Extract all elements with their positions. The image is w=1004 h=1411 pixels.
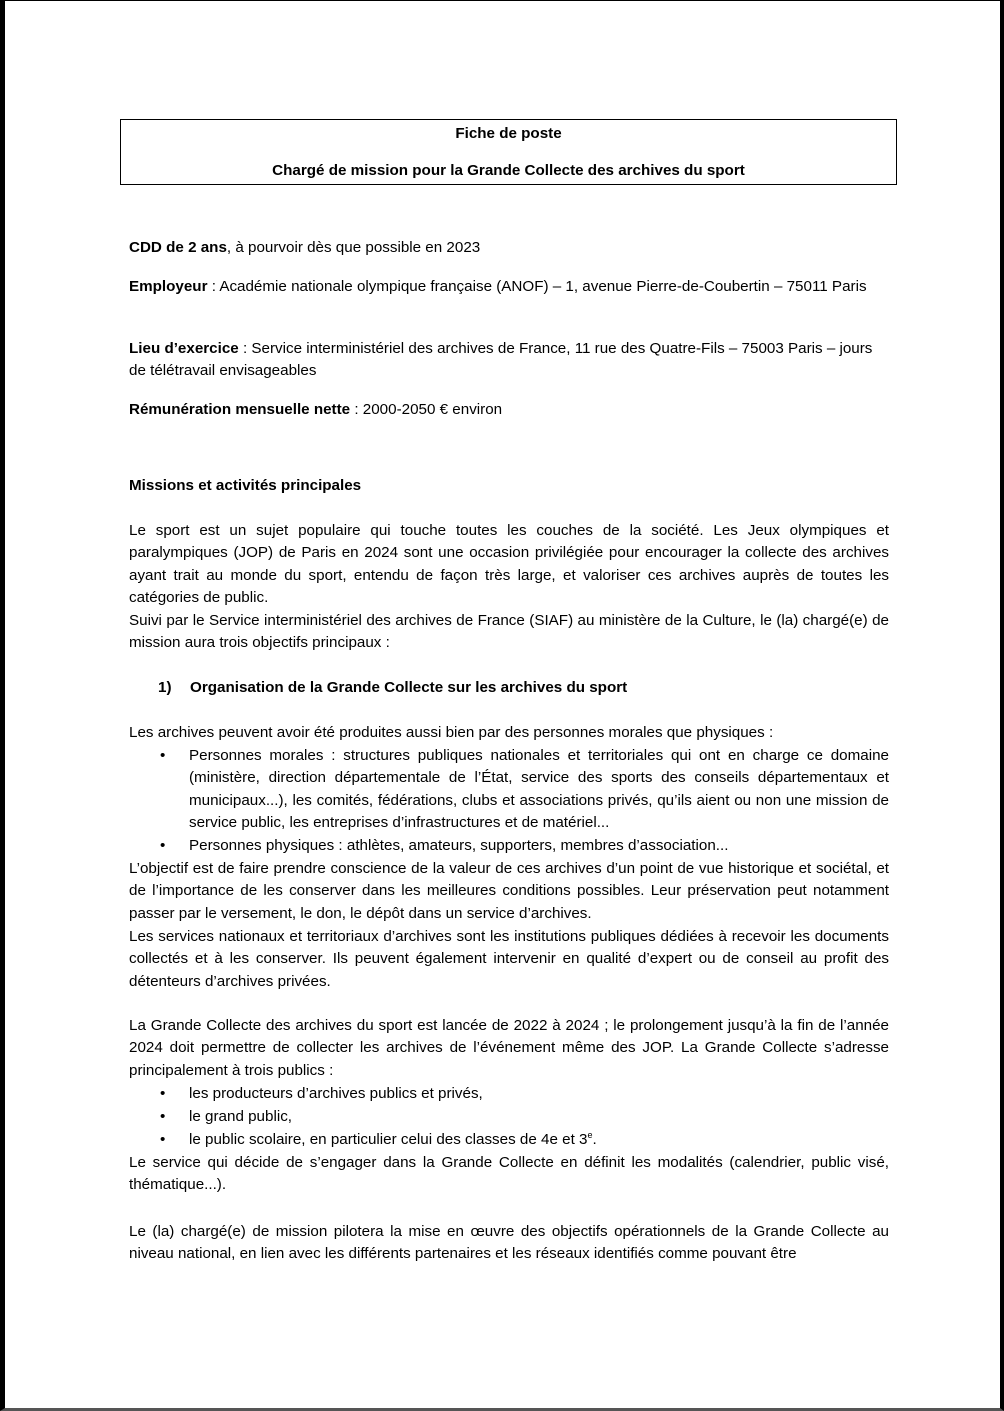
missions-heading: Missions et activités principales (129, 477, 362, 494)
section-1-title: Organisation de la Grande Collecte sur les archives du sport (190, 679, 628, 696)
bullet-icon: • (160, 1108, 166, 1125)
missions-intro-paragraph: Le sport est un sujet populaire qui touche toutes les couches de la société. Les Jeux olympiques et paralympiques (JOP) de Paris en 2024 sont une occasion privilégiée pour encourager la collecte des archives ayant trait au monde du sport, entendu de façon très large, et valoriser ces archives auprès de toutes les catégories de public. (129, 522, 889, 607)
list-item: • les producteurs d’archives publics et privés, (129, 1083, 889, 1105)
list-item: • le grand public, (129, 1106, 889, 1128)
contract-label: CDD de 2 ans (129, 239, 227, 256)
bullet-icon: • (160, 1085, 166, 1102)
bullet-icon: • (160, 747, 166, 764)
archive-services-paragraph: Les services nationaux et territoriaux d’archives sont les institutions publiques dédiées à recevoir les documents collectés et à les conserver. Ils peuvent également intervenir en qualité d’expert ou de conseil au profit des détenteurs d’archives privées. (129, 928, 889, 990)
modalities-paragraph: Le service qui décide de s’engager dans la Grande Collecte en définit les modalités (calendrier, public visé, thématique...). (129, 1154, 889, 1194)
location-line (129, 338, 889, 383)
title-box (120, 119, 897, 185)
section-1-number: 1) (158, 679, 172, 696)
employer-line (129, 276, 889, 298)
objective-paragraph: L’objectif est de faire prendre conscience de la valeur de ces archives d’un point de vue historique et sociétal, et de l’importance de les conserver dans les meilleures conditions possibles. Leur préservation peut notamment passer par le versement, le don, le dépôt dans un service d’archives. (129, 860, 889, 922)
document-subtitle: Chargé de mission pour la Grande Collecte des archives du sport (272, 162, 745, 179)
bullet-icon: • (160, 1131, 166, 1148)
salary-label: Rémunération mensuelle nette (129, 401, 351, 418)
employer-label: Employeur (129, 278, 208, 295)
list-item: • Personnes physiques : athlètes, amateurs, supporters, membres d’association... (129, 835, 889, 857)
salary-text: : 2000-2050 € environ (350, 401, 503, 418)
salary-line (129, 399, 889, 421)
grande-collecte-paragraph: La Grande Collecte des archives du sport est lancée de 2022 à 2024 ; le prolongement jusqu’à la fin de l’année 2024 doit permettre de collecter les archives de l’événement même des JOP. La Grande Collecte s’adresse principalement à trois publics : (129, 1017, 889, 1079)
employer-text: : Académie nationale olympique française (ANOF) – 1, avenue Pierre-de-Coubertin – 75011 Paris (207, 278, 867, 295)
location-label: Lieu d’exercice (129, 340, 239, 357)
bullet-icon: • (160, 837, 166, 854)
missions-objectives-paragraph: Suivi par le Service interministériel des archives de France (SIAF) au ministère de la Culture, le (la) chargé(e) de mission aura trois objectifs principaux : (129, 612, 889, 652)
section-1-intro: Les archives peuvent avoir été produites aussi bien par des personnes morales que physiques : (129, 724, 774, 741)
location-text: : Service interministériel des archives de France, 11 rue des Quatre-Fils – 75003 Paris – jours de télétravail envisageables (129, 340, 873, 380)
document-title: Fiche de poste (455, 125, 562, 142)
pilot-paragraph: Le (la) chargé(e) de mission pilotera la mise en œuvre des objectifs opérationnels de la Grande Collecte au niveau national, en lien avec les différents partenaires et les réseaux identifiés comme pouvant être (129, 1223, 889, 1263)
contract-text: , à pourvoir dès que possible en 2023 (226, 239, 481, 256)
contract-line (129, 237, 889, 259)
list-item: • Personnes morales : structures publiques nationales et territoriales qui ont en charge ce domaine (ministère, direction départementale de l’État, service des sports des conseils départementaux et municipaux...), les comités, fédérations, clubs et associations privés, qu’ils aient ou non une mission de service public, les entreprises d’infrastructures et de matériel... (160, 747, 889, 832)
list-item: • le public scolaire, en particulier celui des classes de 4e et 3e. (129, 1129, 889, 1151)
